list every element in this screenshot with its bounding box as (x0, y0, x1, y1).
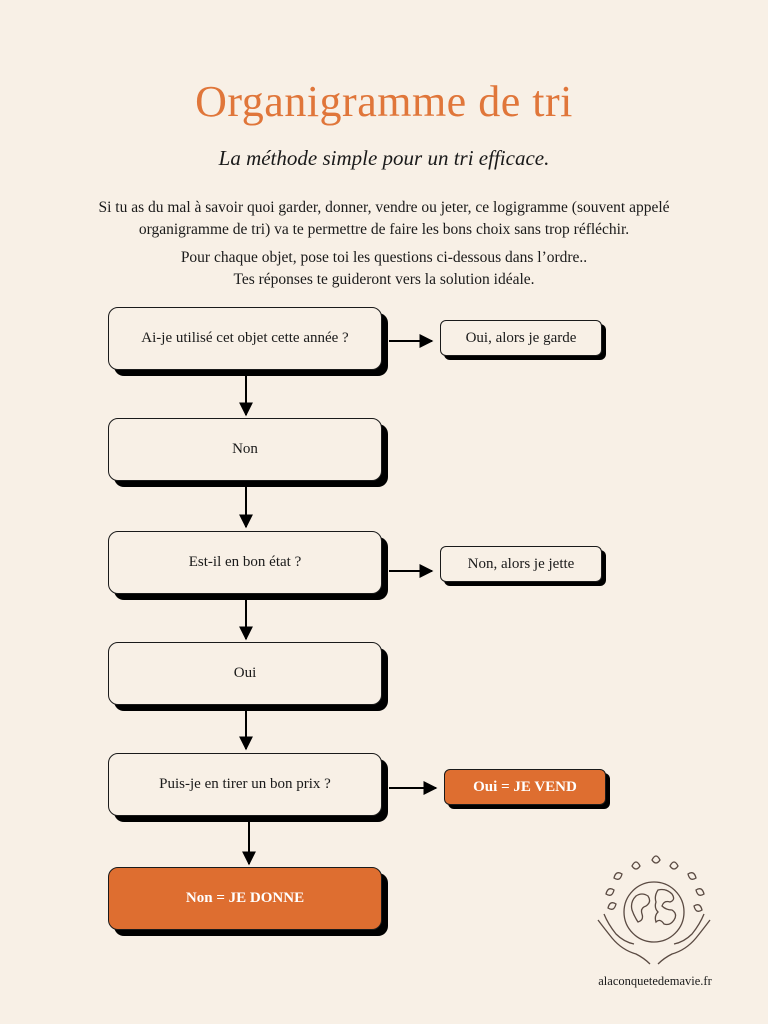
question-box-good-condition (108, 531, 382, 594)
result-box-je-donne (108, 867, 382, 930)
hands-holding-earth-icon (594, 852, 714, 970)
question-1-label: Ai-je utilisé cet objet cette année ? (141, 330, 349, 346)
answer-box-oui (108, 642, 382, 705)
question-box-good-price (108, 753, 382, 816)
page-title: Organigramme de tri (195, 77, 573, 126)
result-jette-label: Non, alors je jette (467, 555, 575, 572)
question-2-label: Est-il en bon état ? (188, 554, 302, 570)
answer-box-non (108, 418, 382, 481)
question-box-used-this-year (108, 307, 382, 370)
intro-line-1: Si tu as du mal à savoir quoi garder, donner, vendre ou jeter, ce logigramme (souvent appelé (98, 199, 670, 216)
intro-line-3: Pour chaque objet, pose toi les questions ci-dessous dans l’ordre.. (180, 249, 588, 266)
answer-oui-label: Oui (233, 665, 257, 681)
page-subtitle: La méthode simple pour un tri efficace. (218, 146, 550, 170)
website-url: alaconquetedemavie.fr (598, 974, 712, 988)
question-3-label: Puis-je en tirer un bon prix ? (159, 776, 331, 792)
result-vend-label: Oui = JE VEND (473, 778, 577, 795)
result-box-je-jette (440, 546, 602, 582)
intro-line-4: Tes réponses te guideront vers la solution idéale. (233, 271, 535, 288)
answer-non-label: Non (232, 441, 258, 457)
result-box-je-garde (440, 320, 602, 356)
intro-line-2: organigramme de tri) va te permettre de faire les bons choix sans trop réfléchir. (138, 221, 630, 238)
result-box-je-vend (444, 769, 606, 805)
result-garde-label: Oui, alors je garde (465, 329, 577, 346)
result-donne-label: Non = JE DONNE (185, 890, 305, 906)
